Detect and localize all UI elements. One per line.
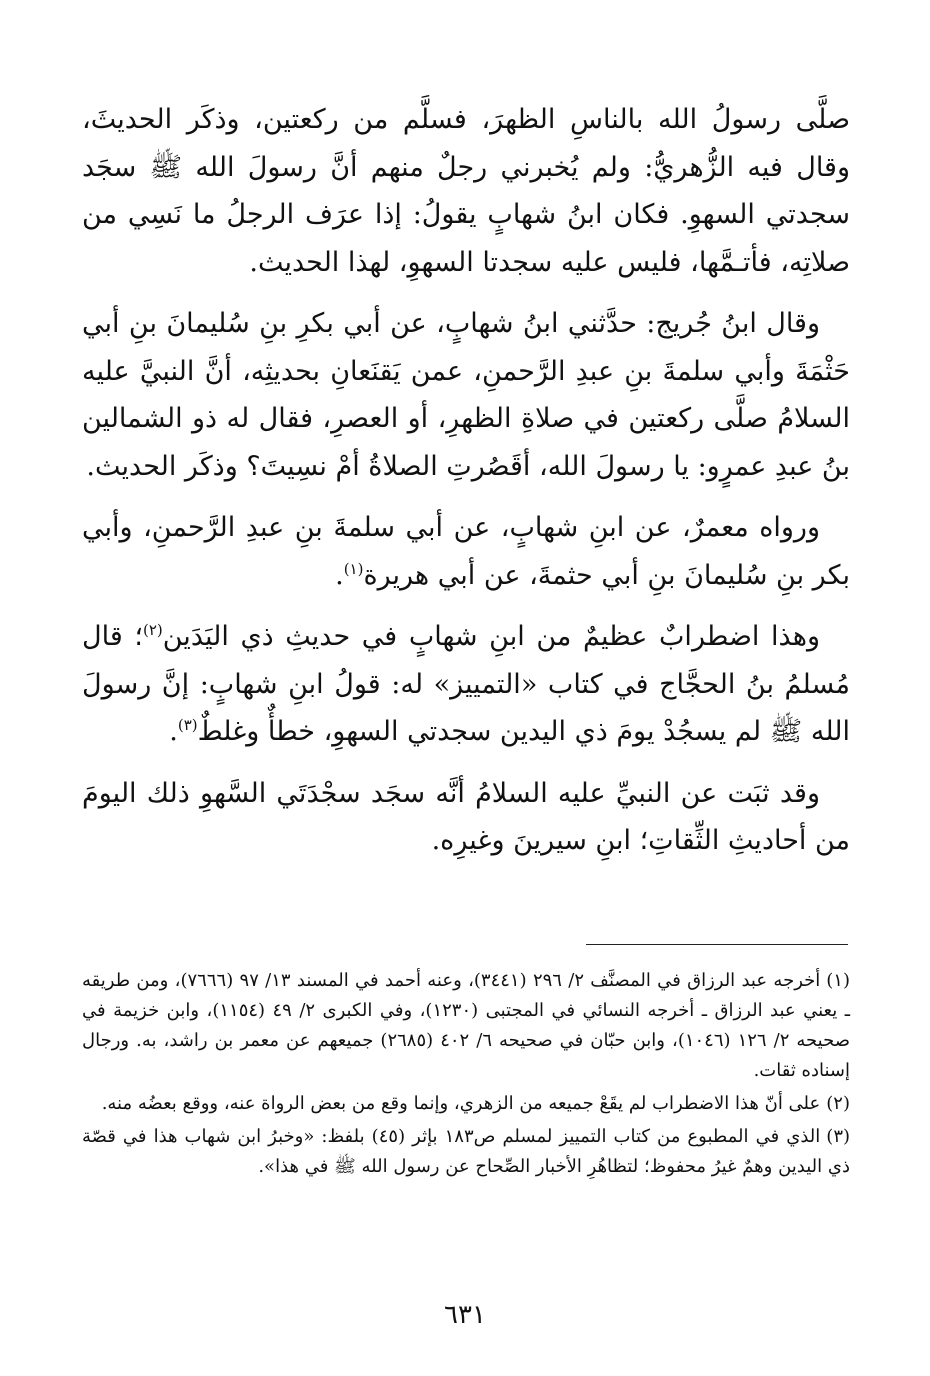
footnote-2 bbox=[82, 1089, 850, 1119]
footnote-divider bbox=[586, 944, 848, 945]
page-number: ٦٣١ bbox=[444, 1300, 486, 1330]
paragraph-5: وقد ثبَت عن النبيِّ عليه السلامُ أنَّه سجَد سجْدَتَي السَّهوِ ذلك اليومَ من أحاديثِ الثِّقاتِ؛ ابنِ سيرينَ وغيرِه. bbox=[82, 777, 850, 856]
paragraph-4-text-a: وهذا اضطرابٌ عظيمٌ من ابنِ شهابٍ في حديثِ ذي اليَدَين bbox=[162, 621, 820, 652]
footnote-1-number: (١) bbox=[826, 970, 850, 991]
paragraph-3-period: . bbox=[335, 559, 344, 591]
footnote-2-number: (٢) bbox=[826, 1093, 850, 1114]
footnote-3 bbox=[82, 1122, 850, 1182]
footnotes bbox=[82, 966, 850, 1185]
paragraph-4 bbox=[82, 613, 850, 756]
footnote-ref-3[interactable]: (٣) bbox=[177, 716, 198, 734]
paragraph-4-text-b: ؛ قال مُسلمُ بنُ الحجَّاج في كتاب «التمييز» له: قولُ ابنِ شهابٍ: إنَّ رسولَ الله ﷺ لم يسجُدْ يومَ ذي اليدين سجدتي السهوِ، خطأٌ وغلطٌ bbox=[82, 621, 850, 747]
footnote-3-number: (٣) bbox=[826, 1126, 851, 1147]
paragraph-1: صلَّى رسولُ الله بالناسِ الظهرَ، فسلَّم من ركعتين، وذكَر الحديثَ، وقال فيه الزُّهريُّ: ولم يُخبرني رجلٌ منهم أنَّ رسولَ الله ﷺ سجَد سجدتي السهوِ. فكان ابنُ شهابٍ يقولُ: إذا عرَف الرجلُ ما نَسِي من صلاتِه، فأتـمَّها، فليس عليه سجدتا السهوِ، لهذا الحديث. bbox=[82, 104, 850, 278]
footnote-1-text: أخرجه عبد الرزاق في المصنَّف ٢/ ٢٩٦ (٣٤٤١)، وعنه أحمد في المسند ١٣/ ٩٧ (٧٦٦٦)، ومن طريقه ـ يعني عبد الرزاق ـ أخرجه النسائي في المجتبى (١٢٣٠)، وفي الكبرى ٢/ ٤٩ (١١٥٤)، وابن خزيمة في صحيحه ٢/ ١٢٦ (١٠٤٦)، وابن حبّان في صحيحه ٦/ ٤٠٢ (٢٦٨٥) جميعهم عن معمر بن راشد، به. ورجال إسناده ثقات. bbox=[82, 970, 850, 1081]
footnote-2-text: على أنّ هذا الاضطراب لم يقَعْ جميعه من الزهري، وإنما وقع من بعض الرواة عنه، ووقع بعضُه منه. bbox=[101, 1093, 821, 1114]
paragraph-2: وقال ابنُ جُريج: حدَّثني ابنُ شهابٍ، عن أبي بكرِ بنِ سُليمانَ بنِ أبي حَثْمَةَ وأبي سلمةَ بنِ عبدِ الرَّحمنِ، عمن يَقنَعانِ بحديثِه، أنَّ النبيَّ عليه السلامُ صلَّى ركعتين في صلاةِ الظهرِ، أو العصرِ، فقال له ذو الشمالين بنُ عبدِ عمرٍو: يا رسولَ الله، أقَصُرتِ الصلاةُ أمْ نسِيتَ؟ وذكَر الحديث. bbox=[82, 308, 850, 482]
main-text bbox=[82, 96, 850, 879]
footnote-1 bbox=[82, 966, 850, 1086]
footnote-3-text: الذي في المطبوع من كتاب التمييز لمسلم ص١٨٣ بإثر (٤٥) بلفظ: «وخبرُ ابن شهاب هذا في قصّة ذي اليدين وهمٌ غيرُ محفوظ؛ لتظاهُرِ الأخبار الصِّحاح عن رسول الله ﷺ في هذا». bbox=[82, 1126, 850, 1177]
paragraph-3-text: ورواه معمرٌ، عن ابنِ شهابٍ، عن أبي سلمةَ بنِ عبدِ الرَّحمنِ، وأبي بكر بنِ سُليمانَ بنِ أبي حثمةَ، عن أبي هريرة bbox=[82, 512, 850, 591]
footnote-ref-2[interactable]: (٢) bbox=[142, 621, 163, 639]
footnote-ref-1[interactable]: (١) bbox=[343, 559, 364, 578]
paragraph-3 bbox=[82, 504, 850, 599]
paragraph-4-period: . bbox=[169, 716, 178, 747]
